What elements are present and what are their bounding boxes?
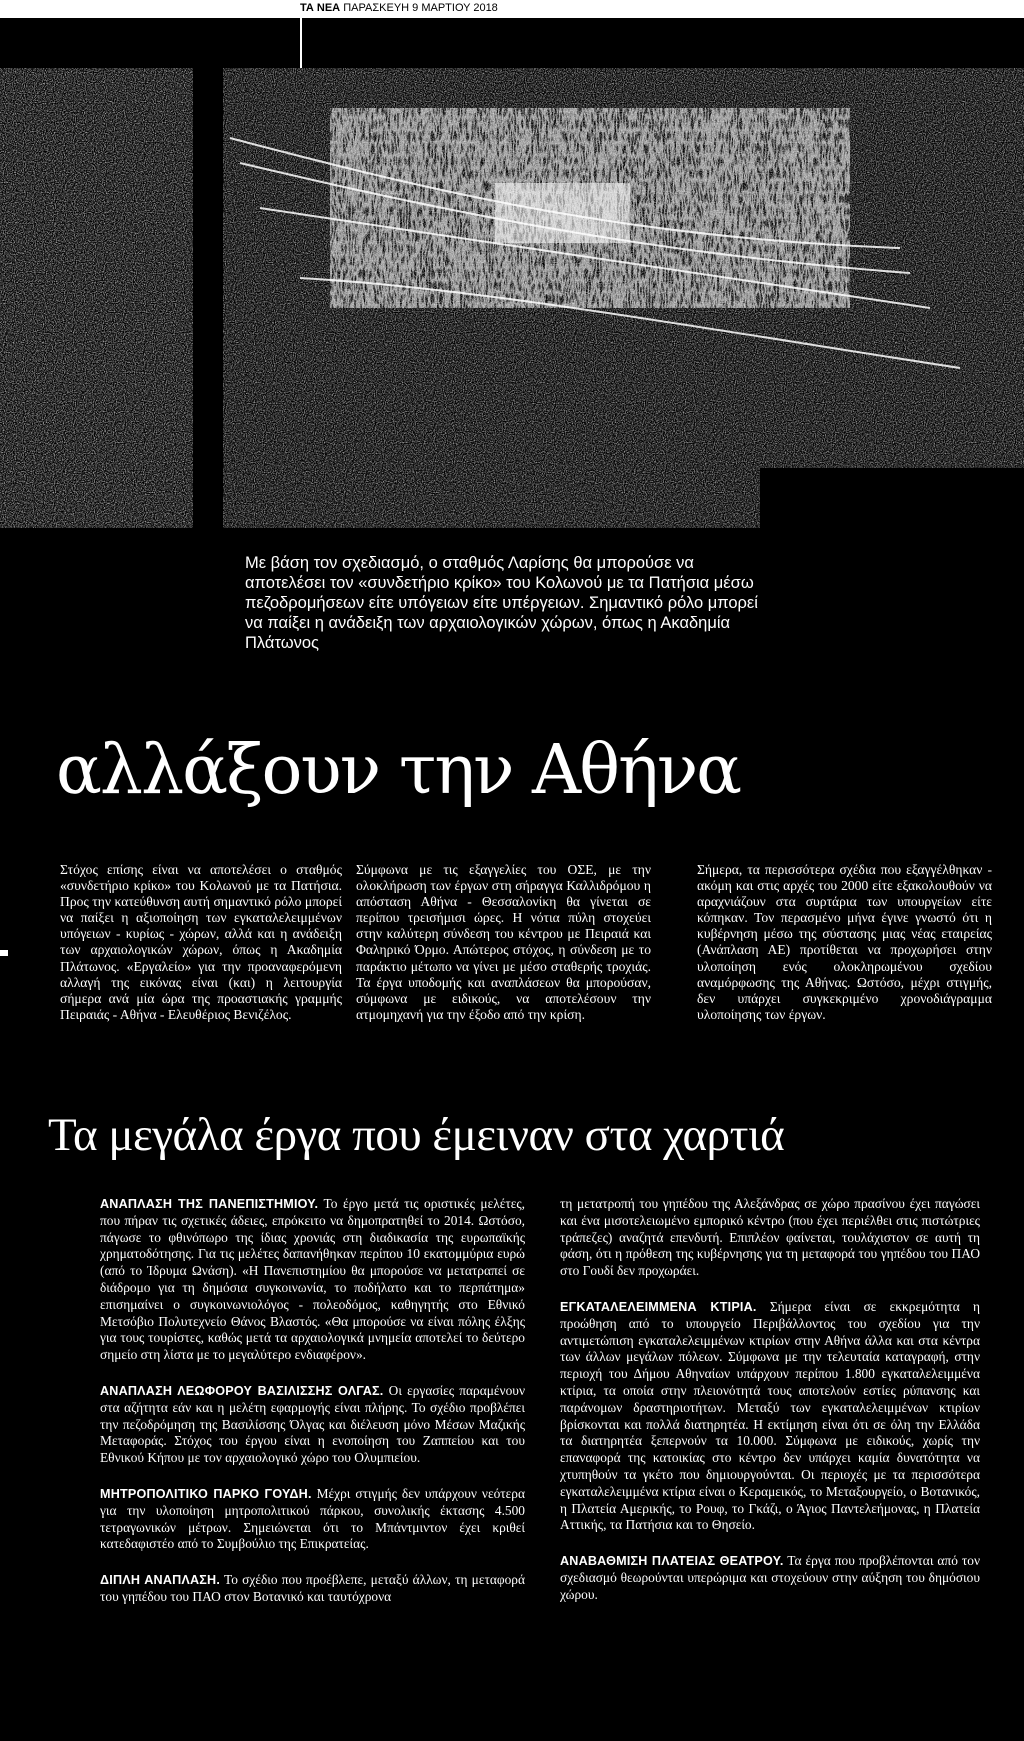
project-heading: ΑΝΑΠΛΑΣΗ ΤΗΣ ΠΑΝΕΠΙΣΤΗΜΙΟΥ.: [100, 1197, 319, 1211]
project-section: [560, 1299, 980, 1534]
column-text: Σήμερα, τα περισσότερα σχέδια που εξαγγέλθηκαν - ακόμη και στις αρχές του 2000 είτε εξακολουθούν να αραχνιάζουν στα συρτάρια των υπουργείων είτε κόπηκαν. Τον περασμένο μήνα έγινε γνωστό ότι η κυβέρνηση μέσω της σύστασης μιας νέας εταιρείας (Ανάπλαση ΑΕ) προτίθεται να προχωρήσει στην υλοποίηση ενός ολοκληρωμένου σχεδίου αναμόρφωσης της Αθήνας. Ωστόσο, μέχρι στιγμής, δεν υπάρχει συγκεκριμένο χρονοδιάγραμμα υλοποίησης των έργων.: [697, 862, 992, 1022]
article-column-1: [60, 862, 342, 1023]
project-text: Σήμερα είναι σε εκκρεμότητα η προώθηση από το υπουργείο Περιβάλλοντος του σχεδίου για την αντιμετώπιση εγκαταλελειμμένων κτιρίων στην Αθήνα άλλα και στα κέντρα των άλλων μεγάλων πόλεων. Σύμφωνα με την τελευταία καταγραφή, στην περιοχή του Δήμου Αθηναίων υπάρχουν περίπου 1.800 εγκαταλελειμμένα κτίρια, τα οποία στην πλειονότητά τους αποτελούν εστίες ρύπανσης και παράνομων δραστηριοτήτων. Μεταξύ των εγκαταλελειμμένων κτιρίων βρίσκονται και πολλά διατηρητέα. Η εκτίμηση είναι ότι σε όλη την Ελλάδα τα διατηρητέα ξεπερνούν τα 10.000. Σύμφωνα με ειδικούς, χωρίς την επαναφορά της κατοικίας στο κέντρο δεν υπάρχει καμία δυνατότητα να χτυπηθούν τα γκέτο που δημιουργούνται. Οι περιοχές με τα περισσότερα εγκαταλελειμμένα κτίρια είναι ο Κεραμεικός, το Μεταξουργείο, ο Βοτανικός, η Πλατεία Αμερικής, το Ρουφ, το Γκάζι, ο Άγιος Παντελεήμονας, η Πλατεία Αττικής, τα Πατήσια και το Θησείο.: [560, 1298, 980, 1533]
project-section: [560, 1196, 980, 1280]
project-heading: ΜΗΤΡΟΠΟΛΙΤΙΚΟ ΠΑΡΚΟ ΓΟΥΔΗ.: [100, 1486, 312, 1501]
sidebar-column-left: [100, 1196, 525, 1625]
project-text: τη μετατροπή του γηπέδου της Αλεξάνδρας σε χώρο πρασίνου έχει παγώσει και ένα μισοτελειωμένο εμπορικό κέντρο (που έχει περιέλθει στις πιστώτριες τράπεζες) αναζητά επενδυτή. Επιπλέον φαίνεται, τουλάχιστον σε αυτή τη φάση, ότι η πρόθεση της κυβέρνησης για τη μεταφορά του γηπέδου του ΠΑΟ στο Γουδί δεν προχωράει.: [560, 1196, 980, 1279]
project-text: Οι εργασίες παραμένουν στα αζήτητα εάν και η μελέτη εφαρμογής είναι πλήρης. Το σχέδιο προβλέπει την πεζοδρόμηση της Βασιλίσσης Όλγας και διέλευση μόνο Μέσων Μαζικής Μεταφοράς. Στόχος του έργου είναι η ενοποίηση του Ζαππείου και του Εθνικού Κήπου με τον αρχαιολογικό χώρο του Ολυμπιείου.: [100, 1382, 525, 1466]
paper-name: ΤΑ ΝΕΑ: [300, 2, 341, 14]
headline-continuation: αλλάξουν την Αθήνα: [56, 731, 741, 810]
project-heading: ΕΓΚΑΤΑΛΕΛΕΙΜΜΕΝΑ ΚΤΙΡΙΑ.: [560, 1299, 757, 1314]
project-text: Το έργο μετά τις οριστικές μελέτες, που πήραν τις σχετικές άδειες, επρόκειτο να δημοπρατηθεί το 2014. Ωστόσο, πάγωσε το φθινόπωρο της ίδιας χρονιάς στη διαδικασία της ευρωπαϊκής χρηματοδότησης. Για τις μελέτες δαπανήθηκαν περίπου 10 εκατομμύρια ευρώ (από το Ίδρυμα Ωνάση). «Η Πανεπιστημίου θα μπορούσε να μετατραπεί σε διάδρομο για τη δημόσια συγκοινωνία, το ποδήλατο και το περπάτημα» επισημαίνει ο συγκοινωνιολόγος - πολεοδόμος, καθηγητής στο Εθνικό Μετσόβιο Πολυτεχνείο Θάνος Βλαστός. «Θα μπορούσε να είναι πόλης έλξης για τους τουρίστες, καθώς μετά τα αρχαιολογικά μνημεία αποτελεί το δεύτερο σημείο στη λίστα με το μεγαλύτερο ενδιαφέρον».: [100, 1196, 526, 1363]
sidebar-column-right: [560, 1196, 980, 1623]
issue-date: ΠΑΡΑΣΚΕΥΗ 9 ΜΑΡΤΙΟΥ 2018: [343, 2, 498, 14]
masthead-tick: [300, 18, 302, 68]
project-section: [100, 1196, 525, 1364]
project-section: [100, 1383, 525, 1467]
project-section: [100, 1486, 525, 1553]
aerial-photo: [0, 68, 1024, 528]
photo-divider: [193, 68, 223, 528]
photo-caption: Με βάση τον σχεδιασμό, ο σταθμός Λαρίσης θα μπορούσε να αποτελέσει τον «συνδετήριο κρίκο» του Κολωνού με τα Πατήσια μέσω πεζοδρομήσεων είτε υπόγειων είτε υπέργειων. Σημαντικό ρόλο μπορεί να παίξει η ανάδειξη των αρχαιολογικών χώρων, όπως η Ακαδημία Πλάτωνος: [245, 554, 758, 652]
article-column-2: [356, 862, 651, 1023]
project-heading: ΑΝΑΠΛΑΣΗ ΛΕΩΦΟΡΟΥ ΒΑΣΙΛΙΣΣΗΣ ΟΛΓΑΣ.: [100, 1383, 384, 1398]
project-heading: ΔΙΠΛΗ ΑΝΑΠΛΑΣΗ.: [100, 1573, 221, 1588]
project-heading: ΑΝΑΒΑΘΜΙΣΗ ΠΛΑΤΕΙΑΣ ΘΕΑΤΡΟΥ.: [560, 1554, 784, 1569]
masthead-rule: [0, 16, 1024, 18]
project-section: [560, 1553, 980, 1603]
masthead: [0, 0, 1024, 16]
margin-marker: [0, 950, 8, 956]
project-section: [100, 1572, 525, 1606]
section-headline: Τα μεγάλα έργα που έμειναν στα χαρτιά: [48, 1109, 785, 1161]
column-text: Σύμφωνα με τις εξαγγελίες του ΟΣΕ, με την ολοκλήρωση των έργων στη σήραγγα Καλλιδρόμου η απόσταση Αθήνα - Θεσσαλονίκη θα γίνεται σε περίπου τρεισήμισι ώρες. Η νότια πύλη στοχεύει στην καλύτερη σύνδεση του κέντρου με Πειραιά και Φαληρικό Όρμο. Απώτερος στόχος, η σύνδεση με το παράκτιο μέτωπο να γίνει με μέσο σταθερής τροχιάς. Τα έργα υποδομής και αναπλάσεων θα μπορούσαν, σύμφωνα με ειδικούς, να αποτελέσουν την ατμομηχανή για την έξοδο από την κρίση.: [356, 862, 651, 1022]
project-text: Το σχέδιο που προέβλεπε, μεταξύ άλλων, τη μεταφορά του γηπέδου του ΠΑΟ στον Βοτανικό και ταυτόχρονα: [100, 1572, 526, 1604]
column-text: Στόχος επίσης είναι να αποτελέσει ο σταθμός «συνδετήριο κρίκο» του Κολωνού με τα Πατήσια. Προς την κατεύθυνση αυτή σημαντικό ρόλο μπορεί να παίξει η αξιοποίηση των εγκαταλελειμμένων υπόγειων - κυρίως - χώρων, αλλά και η ανάδειξη των αρχαιολογικών χώρων, όπως η Ακαδημία Πλάτωνος. «Εργαλείο» για την προαναφερόμενη αλλαγή της εικόνας είναι (και) η λειτουργία σήμερα ανά μία ώρα της προαστιακής γραμμής Πειραιάς - Αθήνα - Ελευθέριος Βενιζέλος.: [60, 862, 342, 1022]
project-text: Μέχρι στιγμής δεν υπάρχουν νεότερα για την υλοποίηση μητροπολιτικού πάρκου, συνολικής έκτασης 4.500 τετραγωνικών μέτρων. Σημειώνεται ότι το Μπάντμιντον έχει κριθεί κατεδαφιστέο από το Συμβούλιο της Επικρατείας.: [100, 1485, 526, 1552]
project-text: Τα έργα που προβλέπονται από τον σχεδιασμό θεωρούνται υπερώριμα και στοχεύουν στην αύξηση του δημόσιου χώρου.: [560, 1553, 981, 1602]
article-column-3: [697, 862, 992, 1023]
